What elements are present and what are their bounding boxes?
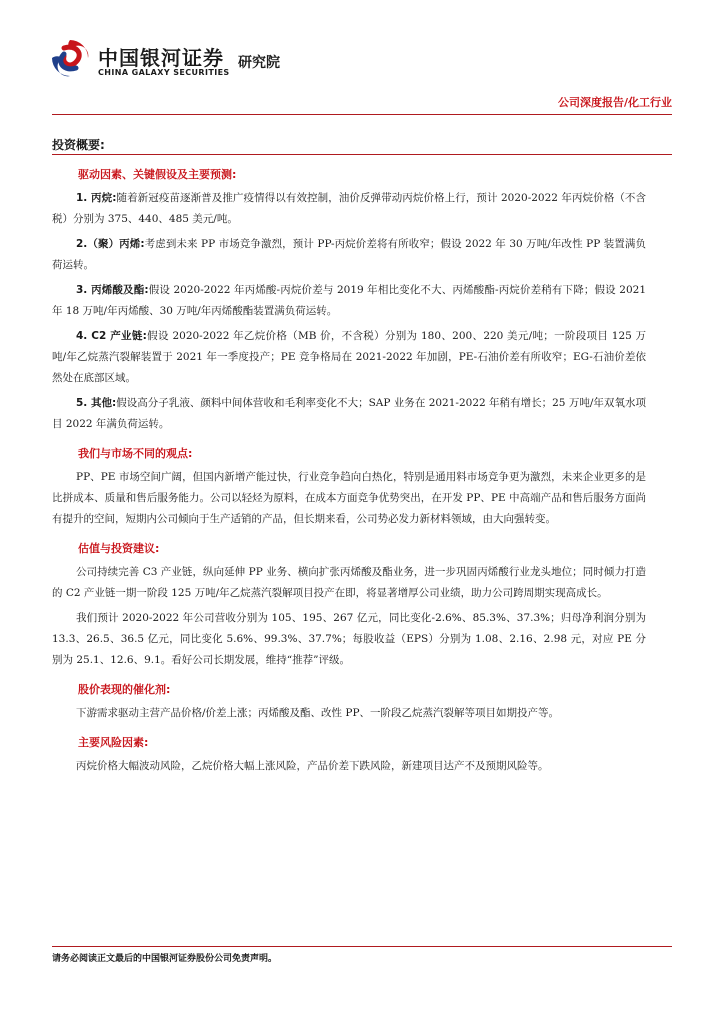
paragraph-acrylic xyxy=(52,280,646,322)
paragraph-difference: PP、PE 市场空间广阔，但国内新增产能过快，行业竞争趋向白热化，特别是通用料市场竞争更为激烈，未来企业更多的是比拼成本、质量和售后服务能力。公司以轻烃为原料，在成本方面竞争优势突出，在开发 PP、PE 中高端产品和售后服务方面尚有提升的空间，短期内公司倾向于生产适销的产品，但长期来看，公司势必发力新材料领域，由大向强转变。 xyxy=(52,471,646,525)
paragraph-text: 假设高分子乳液、颜料中间体营收和毛利率变化不大；SAP 业务在 2021-2022 年稍有增长；25 万吨/年双氧水项目 2022 年满负荷运转。 xyxy=(52,397,646,430)
paragraph-lead: 5. 其他: xyxy=(76,397,117,409)
section-title: 投资概要: xyxy=(52,138,105,152)
paragraph-text: 考虑到未来 PP 市场竞争激烈，预计 PP-丙烷价差将有所收窄；假设 2022 年 30 万吨/年改性 PP 装置满负荷运转。 xyxy=(52,238,646,271)
brand-suffix: 研究院 xyxy=(238,55,280,71)
report-header xyxy=(42,36,682,96)
report-body xyxy=(52,156,672,781)
catalyst-heading: 股价表现的催化剂: xyxy=(78,683,171,696)
risk-heading: 主要风险因素: xyxy=(78,736,149,749)
paragraph-text: 假设 2020-2022 年乙烷价格（MB 价，不含税）分别为 180、200、220 美元/吨；一阶段项目 125 万吨/年乙烷蒸汽裂解装置于 2021 年一季度投产；PE 竞争格局在 2021-2022 年加剧，PE-石油价差有所收窄；EG-石油价差依然处在底部区域。 xyxy=(52,330,646,384)
paragraph-lead: 3. 丙烯酸及酯: xyxy=(76,284,149,296)
drivers-heading: 驱动因素、关键假设及主要预测: xyxy=(78,168,237,181)
valuation-heading: 估值与投资建议: xyxy=(78,542,160,555)
paragraph-c2-chain xyxy=(52,326,646,389)
paragraph-lead: 1. 丙烷: xyxy=(76,192,117,204)
footer-divider xyxy=(52,946,672,947)
footer-disclaimer: 请务必阅读正文最后的中国银河证券股份公司免责声明。 xyxy=(52,954,278,964)
paragraph-text: 假设 2020-2022 年丙烯酸-丙烷价差与 2019 年相比变化不大、丙烯酸酯-丙烷价差稍有下降；假设 2021 年 18 万吨/年丙烯酸、30 万吨/年丙烯酸酯装置满负荷运转。 xyxy=(52,284,646,317)
title-divider xyxy=(52,154,672,155)
paragraph-text: 随着新冠疫苗逐渐普及推广疫情得以有效控制，油价反弹带动丙烷价格上行，预计 2020-2022 年丙烷价格（不含税）分别为 375、440、485 美元/吨。 xyxy=(52,192,646,225)
paragraph-valuation-1: 公司持续完善 C3 产业链，纵向延伸 PP 业务、横向扩张丙烯酸及酯业务，进一步巩固丙烯酸行业龙头地位；同时倾力打造的 C2 产业链一期一阶段 125 万吨/年乙烷蒸汽裂解项目投产在即，将显著增厚公司业绩，助力公司跨周期实现高成长。 xyxy=(52,566,646,599)
report-type-label: 公司深度报告/化工行业 xyxy=(557,96,672,109)
paragraph-other xyxy=(52,393,646,435)
paragraph-lead: 4. C2 产业链: xyxy=(76,330,147,342)
header-divider xyxy=(52,114,672,115)
brand-name-en: CHINA GALAXY SECURITIES xyxy=(98,68,230,77)
brand-name-cn: 中国银河证券 xyxy=(98,46,224,70)
paragraph-catalyst: 下游需求驱动主营产品价格/价差上涨；丙烯酸及酯、改性 PP、一阶段乙烷蒸汽裂解等项目如期投产等。 xyxy=(76,707,560,719)
paragraph-risk: 丙烷价格大幅波动风险，乙烷价格大幅上涨风险，产品价差下跌风险，新建项目达产不及预期风险等。 xyxy=(76,760,549,772)
paragraph-propane xyxy=(52,188,646,230)
difference-heading: 我们与市场不同的观点: xyxy=(78,447,193,460)
paragraph-valuation-2: 我们预计 2020-2022 年公司营收分别为 105、195、267 亿元，同比变化-2.6%、85.3%、37.3%；归母净利润分别为 13.3、26.5、36.5 亿元，同比变化 5.6%、99.3%、37.7%；每股收益（EPS）分别为 1.08、2.16、2.98 元，对应 PE 分别为 25.1、12.6、9.1。看好公司长期发展，维持“推荐”评级。 xyxy=(52,612,646,666)
paragraph-lead: 2.（聚）丙烯: xyxy=(76,238,145,250)
paragraph-polypropylene xyxy=(52,234,646,276)
galaxy-swirl-logo-icon xyxy=(50,38,90,78)
